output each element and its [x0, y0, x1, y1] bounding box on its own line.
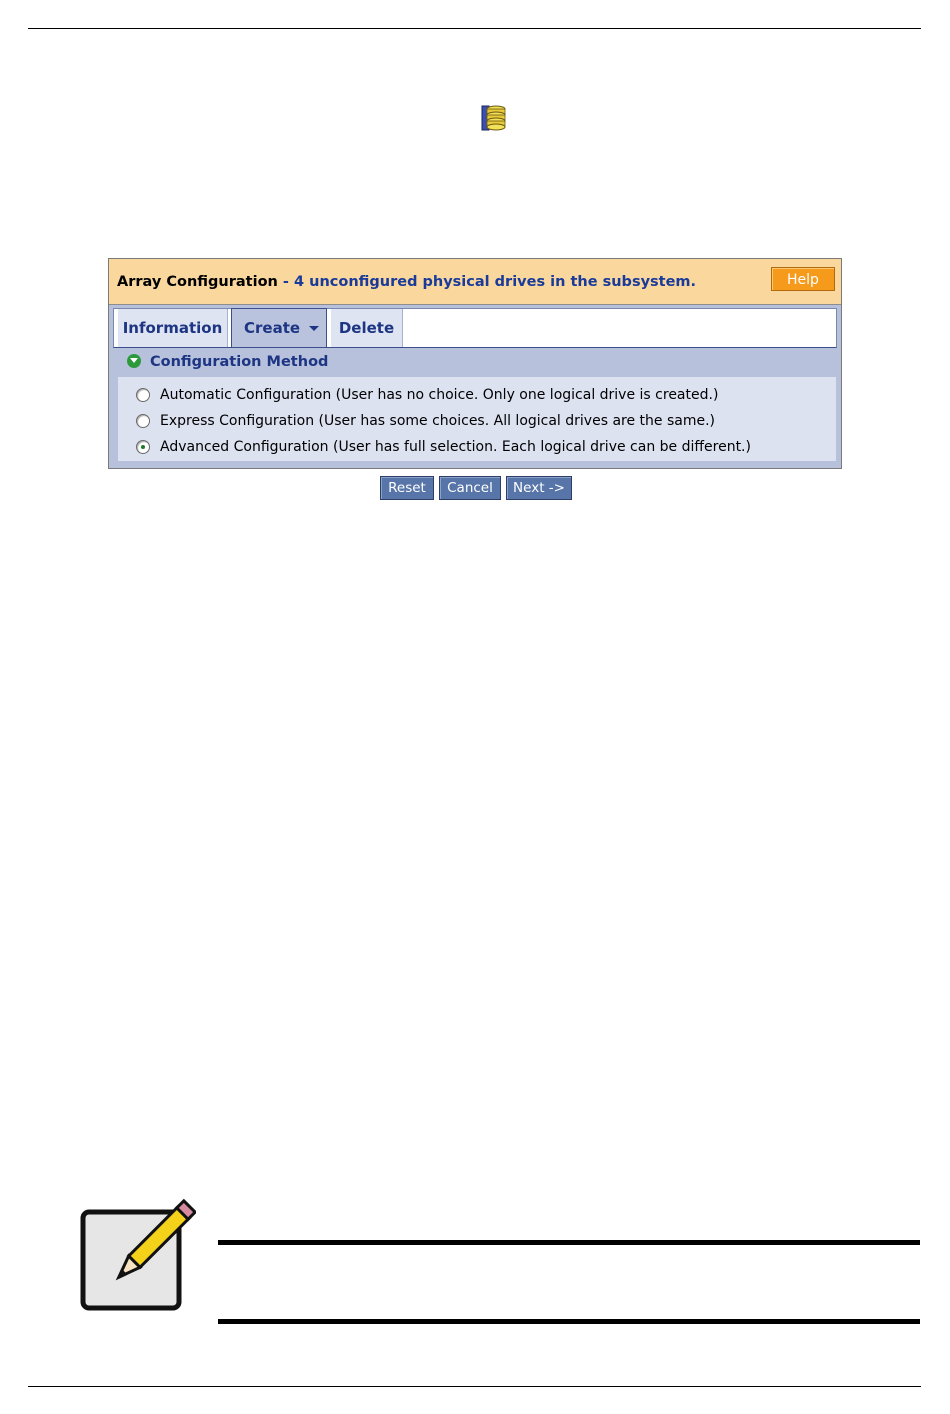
radio-express[interactable] [136, 414, 150, 428]
section-configuration-method[interactable] [127, 354, 328, 372]
option-advanced-label: Advanced Configuration (User has full selection. Each logical drive can be different.) [160, 439, 751, 455]
tab-delete[interactable]: Delete [331, 309, 403, 347]
tab-bar [113, 308, 837, 348]
page-top-rule [28, 28, 921, 29]
panel-title-text: Array Configuration [117, 274, 278, 290]
chevron-down-icon[interactable] [309, 326, 319, 331]
reset-button[interactable]: Reset [380, 476, 434, 500]
radio-advanced[interactable] [136, 440, 150, 454]
option-advanced[interactable] [136, 437, 751, 457]
collapse-arrow-icon [127, 354, 141, 368]
note-rule-top [218, 1240, 920, 1245]
panel-title-separator: - [277, 274, 294, 290]
tab-create-label: Create [244, 319, 301, 337]
panel-title [117, 274, 696, 290]
tab-create[interactable] [231, 308, 327, 347]
option-express[interactable] [136, 411, 715, 431]
radio-automatic[interactable] [136, 388, 150, 402]
array-configuration-panel [108, 258, 842, 469]
page-bottom-rule [28, 1386, 921, 1387]
pencil-note-icon [80, 1198, 196, 1314]
cancel-button[interactable]: Cancel [439, 476, 501, 500]
panel-header [109, 259, 841, 305]
help-button[interactable]: Help [771, 267, 835, 291]
disk-array-icon [481, 104, 507, 132]
configuration-options [118, 377, 836, 461]
next-button[interactable]: Next -> [506, 476, 572, 500]
tab-information[interactable]: Information [118, 309, 228, 347]
option-automatic[interactable] [136, 385, 718, 405]
section-title-text: Configuration Method [150, 354, 329, 370]
option-automatic-label: Automatic Configuration (User has no choice. Only one logical drive is created.) [160, 387, 719, 403]
note-rule-bottom [218, 1319, 920, 1324]
option-express-label: Express Configuration (User has some choices. All logical drives are the same.) [160, 413, 716, 429]
panel-subtitle: 4 unconfigured physical drives in the subsystem. [293, 274, 697, 290]
